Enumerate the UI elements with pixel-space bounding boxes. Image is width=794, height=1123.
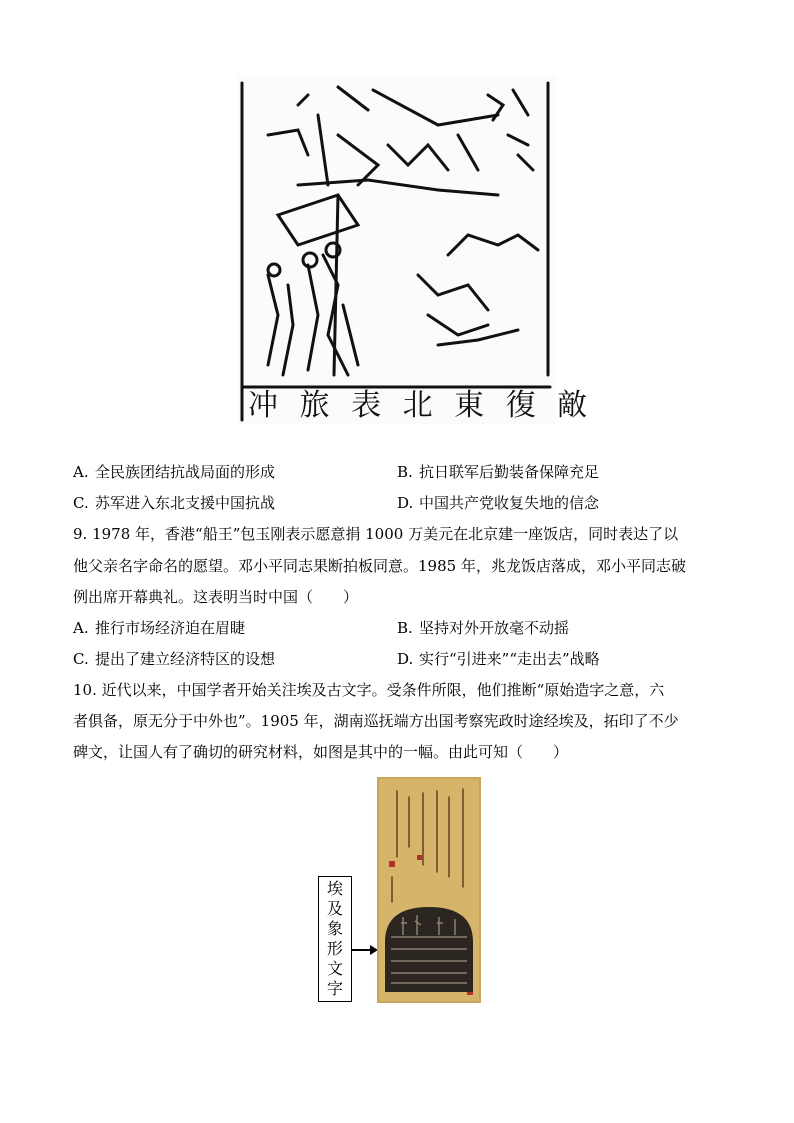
- option-key: B.: [397, 619, 413, 637]
- q8-option-c[interactable]: [73, 493, 275, 513]
- q10-stem-line-2: 者俱备，原无分于中外也”。1905 年，湖南巡抚端方出国考察宪政时途经埃及，拓印了不少: [73, 712, 679, 730]
- figure-label-char: 形: [326, 939, 343, 958]
- q10-stem-line-3: 碑文，让国人有了确切的研究材料，如图是其中的一幅。由此可知（ ）: [73, 743, 569, 761]
- woodcut-illustration: [238, 75, 594, 425]
- q8-option-b[interactable]: [397, 462, 599, 482]
- stele-rubbing-image: [377, 777, 481, 1003]
- option-key: C.: [73, 494, 89, 512]
- woodcut-caption: 冲 旅 表 北 東 復 敵: [248, 388, 594, 423]
- figure-label-char: 文: [326, 959, 343, 978]
- option-key: A.: [73, 619, 89, 637]
- option-key: C.: [73, 650, 89, 668]
- q9-stem-line-3: 例出席开幕典礼。这表明当时中国（ ）: [73, 588, 359, 606]
- option-text: 实行“引进来”“走出去”战略: [419, 650, 600, 668]
- option-key: D.: [397, 650, 414, 668]
- option-text: 坚持对外开放毫不动摇: [419, 619, 570, 637]
- option-text: 全民族团结抗战局面的形成: [95, 463, 276, 481]
- arrow-right-icon: [352, 944, 378, 956]
- q9-option-b[interactable]: [397, 618, 569, 638]
- figure-label-char: 象: [326, 919, 343, 938]
- q9-option-c[interactable]: [73, 649, 275, 669]
- woodcut-drawing: [238, 75, 594, 425]
- q8-option-d[interactable]: [397, 493, 599, 513]
- option-text: 推行市场经济迫在眉睫: [95, 619, 246, 637]
- q8-option-a[interactable]: [73, 462, 275, 482]
- option-text: 中国共产党收复失地的信念: [419, 494, 600, 512]
- option-text: 提出了建立经济特区的设想: [95, 650, 276, 668]
- q10-stem-line-1: 10. 近代以来，中国学者开始关注埃及古文字。受条件所限，他们推断“原始造字之意，六: [73, 681, 665, 699]
- option-key: B.: [397, 463, 413, 481]
- q9-option-a[interactable]: [73, 618, 245, 638]
- option-text: 苏军进入东北支援中国抗战: [95, 494, 276, 512]
- stele-rubbing-drawing: [377, 777, 481, 1003]
- option-key: A.: [73, 463, 89, 481]
- option-text: 抗日联军后勤装备保障充足: [419, 463, 600, 481]
- figure-label-char: 字: [326, 979, 343, 998]
- figure-label-char: 埃: [326, 879, 343, 898]
- option-key: D.: [397, 494, 414, 512]
- q9-stem-line-1: 9. 1978 年，香港“船王”包玉刚表示愿意捐 1000 万美元在北京建一座饭店，同时表达了以: [73, 525, 679, 543]
- figure-label-char: 及: [326, 899, 343, 918]
- q9-stem-line-2: 他父亲名字命名的愿望。邓小平同志果断拍板同意。1985 年，兆龙饭店落成，邓小平同志破: [73, 557, 686, 575]
- q9-option-d[interactable]: [397, 649, 600, 669]
- figure-label-box: [318, 876, 352, 1002]
